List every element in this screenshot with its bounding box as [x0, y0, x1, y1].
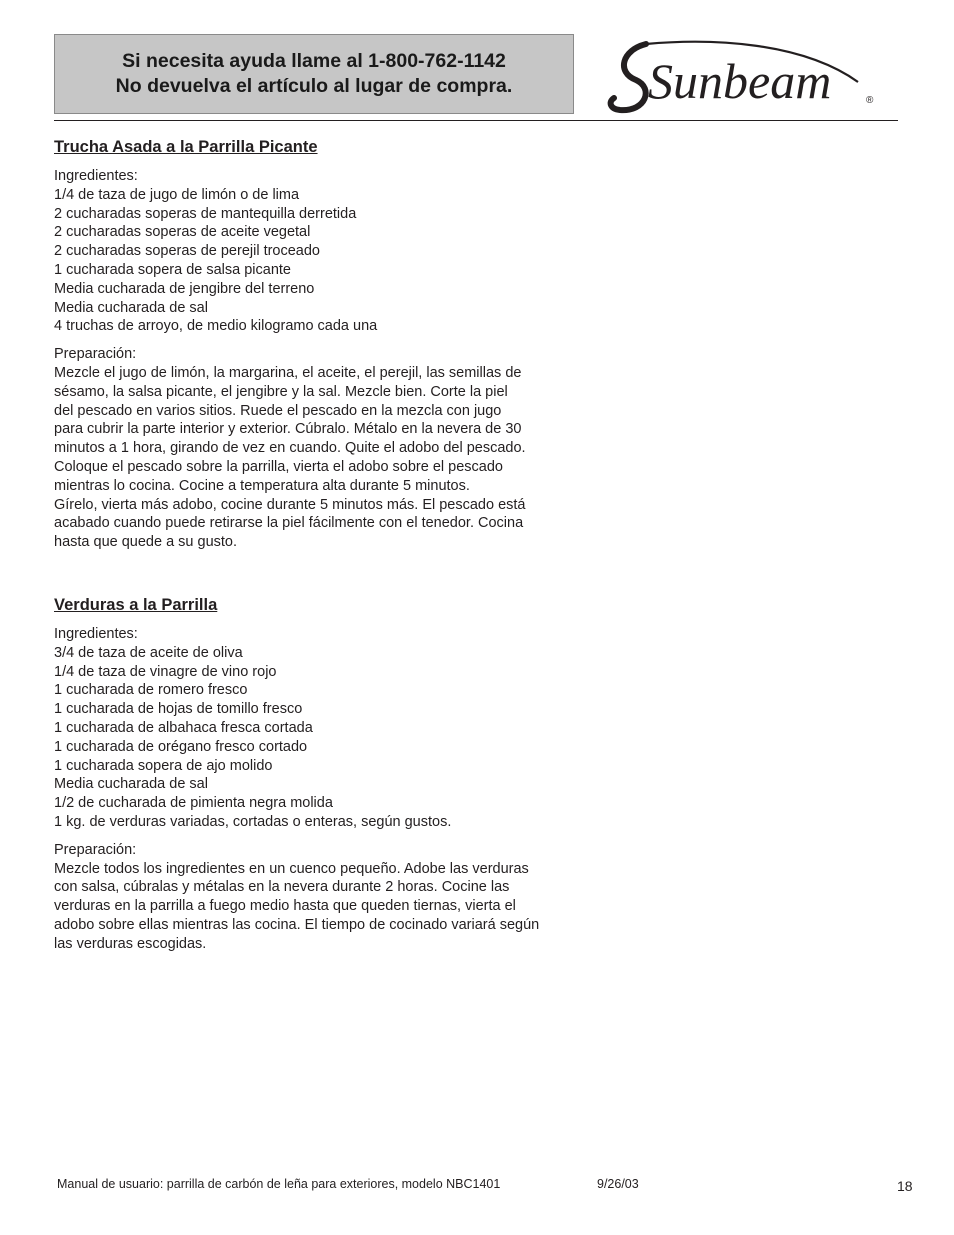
ingredient-item: 2 cucharadas soperas de aceite vegetal	[54, 224, 311, 241]
preparation-line: Gírelo, vierta más adobo, cocine durante 5 minutos más. El pescado está	[54, 496, 526, 513]
ingredient-item: Media cucharada de sal	[54, 776, 208, 793]
preparation-line: con salsa, cúbralas y métalas en la nevera durante 2 horas. Cocine las	[54, 879, 510, 896]
ingredient-item: 3/4 de taza de aceite de oliva	[54, 644, 243, 661]
recipe-trucha	[54, 136, 594, 552]
help-banner	[54, 34, 574, 114]
sunbeam-logo	[602, 32, 892, 120]
preparation-line: acabado cuando puede retirarse la piel fácilmente con el tenedor. Cocina	[54, 515, 524, 532]
sunbeam-logo-graphic	[602, 32, 892, 120]
help-phone-line: Si necesita ayuda llame al 1-800-762-1142	[122, 50, 506, 72]
ingredients-block	[54, 167, 594, 336]
logo-wordmark: Sunbeam	[648, 53, 832, 109]
footer-manual-text: Manual de usuario: parrilla de carbón de leña para exteriores, modelo NBC1401	[57, 1177, 501, 1191]
ingredients-label: Ingredientes:	[54, 168, 138, 184]
preparation-label: Preparación:	[54, 346, 137, 363]
preparation-line: verduras en la parrilla a fuego medio hasta que queden tiernas, vierta el	[54, 898, 516, 915]
preparation-line: para cubrir la parte interior y exterior. Cúbralo. Métalo en la nevera de 30	[54, 421, 522, 438]
preparation-line: minutos a 1 hora, girando de vez en cuando. Quite el adobo del pescado.	[54, 440, 526, 457]
header-rule	[54, 120, 898, 121]
preparation-line: sésamo, la salsa picante, el jengibre y la sal. Mezcle bien. Corte la piel	[54, 383, 508, 400]
ingredient-item: Media cucharada de jengibre del terreno	[54, 280, 315, 297]
recipe-content	[54, 136, 594, 962]
ingredient-item: 1 cucharada de romero fresco	[54, 682, 248, 699]
help-return-line: No devuelva el artículo al lugar de compra.	[115, 75, 513, 97]
ingredient-item: 1/4 de taza de vinagre de vino rojo	[54, 663, 277, 680]
ingredient-item: 2 cucharadas soperas de mantequilla derretida	[54, 205, 357, 222]
ingredients-block	[54, 625, 594, 832]
preparation-line: Mezcle el jugo de limón, la margarina, el aceite, el perejil, las semillas de	[54, 364, 522, 381]
ingredient-item: 1/4 de taza de jugo de limón o de lima	[54, 186, 300, 203]
preparation-line: las verduras escogidas.	[54, 935, 207, 952]
preparation-line: mientras lo cocina. Cocine a temperatura alta durante 5 minutos.	[54, 477, 470, 494]
ingredient-item: 1/2 de cucharada de pimienta negra molida	[54, 795, 333, 812]
ingredient-item: 1 kg. de verduras variadas, cortadas o enteras, según gustos.	[54, 813, 452, 830]
preparation-block	[54, 841, 594, 954]
recipe-title: Verduras a la Parrilla	[54, 595, 218, 614]
ingredient-item: 2 cucharadas soperas de perejil troceado	[54, 243, 320, 260]
ingredient-item: 4 truchas de arroyo, de medio kilogramo cada una	[54, 318, 378, 335]
recipe-spacer	[54, 561, 594, 594]
preparation-line: adobo sobre ellas mientras las cocina. El tiempo de cocinado variará según	[54, 916, 540, 933]
preparation-line: Coloque el pescado sobre la parrilla, vierta el adobo sobre el pescado	[54, 458, 503, 475]
page-number: 18	[897, 1178, 913, 1194]
preparation-line: hasta que quede a su gusto.	[54, 534, 238, 551]
preparation-label: Preparación:	[54, 841, 137, 858]
preparation-block	[54, 345, 594, 552]
preparation-line: Mezcle todos los ingredientes en un cuenco pequeño. Adobe las verduras	[54, 860, 529, 877]
logo-registered-mark: ®	[866, 95, 874, 106]
preparation-line: del pescado en varios sitios. Ruede el pescado en la mezcla con jugo	[54, 402, 502, 419]
logo-s-flourish	[611, 44, 646, 110]
ingredient-item: 1 cucharada de hojas de tomillo fresco	[54, 701, 303, 718]
ingredient-item: 1 cucharada sopera de salsa picante	[54, 261, 291, 278]
ingredient-item: 1 cucharada de orégano fresco cortado	[54, 738, 308, 755]
ingredients-label: Ingredientes:	[54, 625, 138, 642]
footer-date: 9/26/03	[597, 1177, 639, 1191]
ingredient-item: 1 cucharada sopera de ajo molido	[54, 757, 273, 774]
ingredient-item: 1 cucharada de albahaca fresca cortada	[54, 719, 313, 736]
recipe-title: Trucha Asada a la Parrilla Picante	[54, 138, 318, 156]
recipe-verduras	[54, 594, 594, 954]
ingredient-item: Media cucharada de sal	[54, 299, 208, 316]
